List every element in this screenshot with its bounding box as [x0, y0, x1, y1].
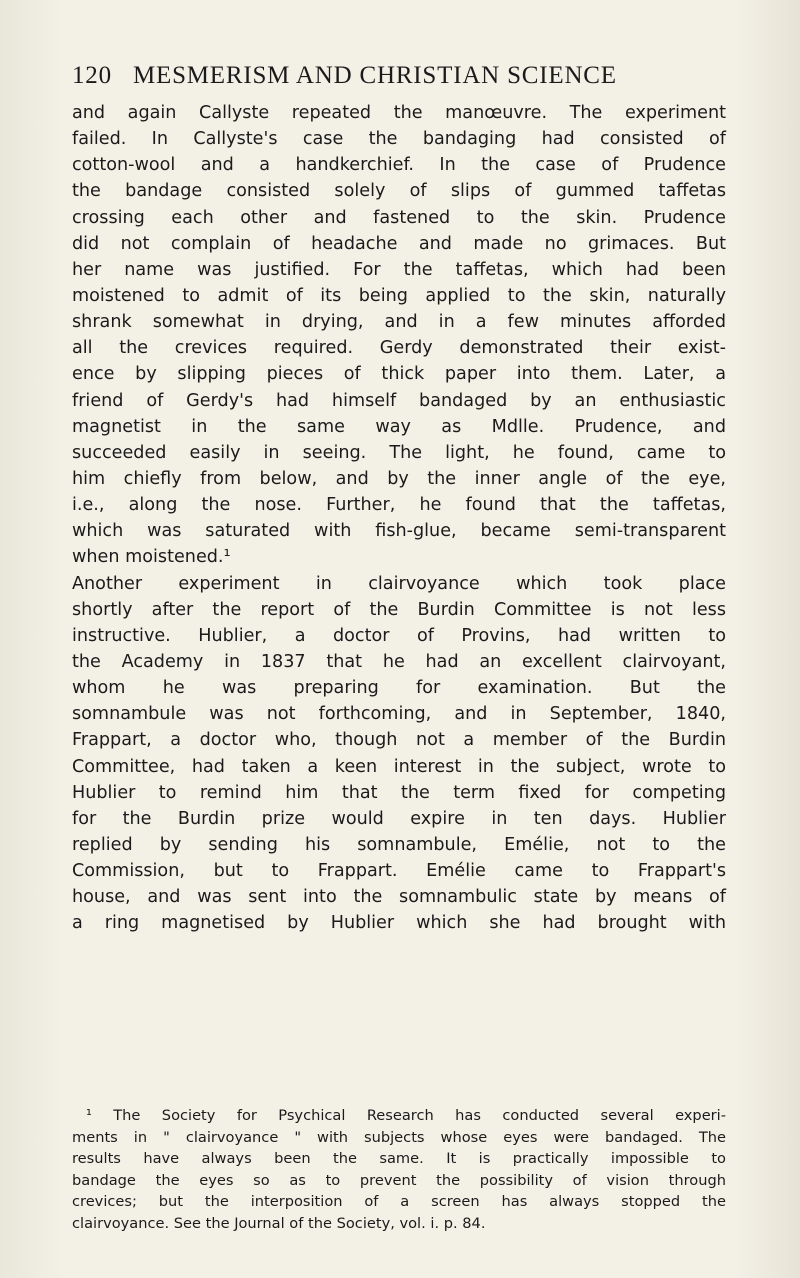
body-line: somnambule was not forthcoming, and in September, 1840, — [72, 704, 726, 725]
body-line: Another experiment in clairvoyance which took place — [72, 573, 726, 594]
body-line: Commission, but to Frappart. Emélie came to Frappart's — [72, 861, 726, 882]
body-line: replied by sending his somnambule, Emélie, not to the — [72, 834, 726, 855]
body-line: a ring magnetised by Hublier which she had brought with — [72, 913, 726, 934]
body-text — [72, 100, 726, 937]
body-line: failed. In Callyste's case the bandaging had consisted of — [72, 129, 726, 150]
body-line: Hublier to remind him that the term fixed for competing — [72, 782, 726, 803]
body-line: which was saturated with fish-glue, became semi-transparent — [72, 521, 726, 542]
body-line: house, and was sent into the somnambulic state by means of — [72, 887, 726, 908]
body-line: the bandage consisted solely of slips of gummed taffetas — [72, 181, 726, 202]
body-line: and again Callyste repeated the manœuvre. The experiment — [72, 103, 726, 123]
body-line: magnetist in the same way as Mdlle. Prudence, and — [72, 416, 726, 437]
body-line: shrank somewhat in drying, and in a few minutes afforded — [72, 312, 726, 333]
running-header — [72, 62, 722, 90]
page-number: 120 — [72, 62, 112, 89]
footnote-line: crevices; but the interposition of a screen has always stopped the — [72, 1193, 726, 1210]
body-line: him chiefly from below, and by the inner angle of the eye, — [72, 468, 726, 489]
body-line: the Academy in 1837 that he had an excellent clairvoyant, — [72, 651, 726, 672]
body-line: succeeded easily in seeing. The light, he found, came to — [72, 442, 726, 463]
body-line: i.e., along the nose. Further, he found that the taffetas, — [72, 495, 726, 516]
body-line: Frappart, a doctor who, though not a member of the Burdin — [72, 730, 726, 751]
body-line: her name was justified. For the taffetas, which had been — [72, 259, 726, 280]
footnote-line: ments in " clairvoyance " with subjects whose eyes were bandaged. The — [72, 1128, 726, 1146]
running-title: MESMERISM AND CHRISTIAN SCIENCE — [132, 62, 617, 89]
body-line: friend of Gerdy's had himself bandaged by an enthusiastic — [72, 390, 726, 411]
footnote-line: clairvoyance. See the Journal of the Society, vol. i. p. 84. — [72, 1214, 486, 1232]
body-line: cotton-wool and a handkerchief. In the case of Prudence — [72, 155, 726, 176]
body-line: all the crevices required. Gerdy demonstrated their exist- — [72, 338, 726, 359]
footnote-line: ¹ The Society for Psychical Research has conducted several experi- — [86, 1107, 726, 1124]
footnote-line: bandage the eyes so as to prevent the possibility of vision through — [72, 1171, 726, 1189]
body-line: whom he was preparing for examination. But the — [72, 678, 726, 699]
body-line: shortly after the report of the Burdin Committee is not less — [72, 599, 726, 620]
body-line: ence by slipping pieces of thick paper into them. Later, a — [72, 364, 726, 385]
body-line: did not complain of headache and made no grimaces. But — [72, 233, 726, 254]
footnote-line: results have always been the same. It is practically impossible to — [72, 1150, 726, 1167]
body-line: crossing each other and fastened to the skin. Prudence — [72, 207, 726, 228]
body-line: Committee, had taken a keen interest in the subject, wrote to — [72, 756, 726, 777]
footnote — [72, 1105, 726, 1234]
body-line: for the Burdin prize would expire in ten days. Hublier — [72, 808, 726, 829]
body-line: when moistened.¹ — [72, 547, 231, 568]
body-line: instructive. Hublier, a doctor of Provins, had written to — [72, 625, 726, 646]
body-line: moistened to admit of its being applied to the skin, naturally — [72, 285, 726, 306]
